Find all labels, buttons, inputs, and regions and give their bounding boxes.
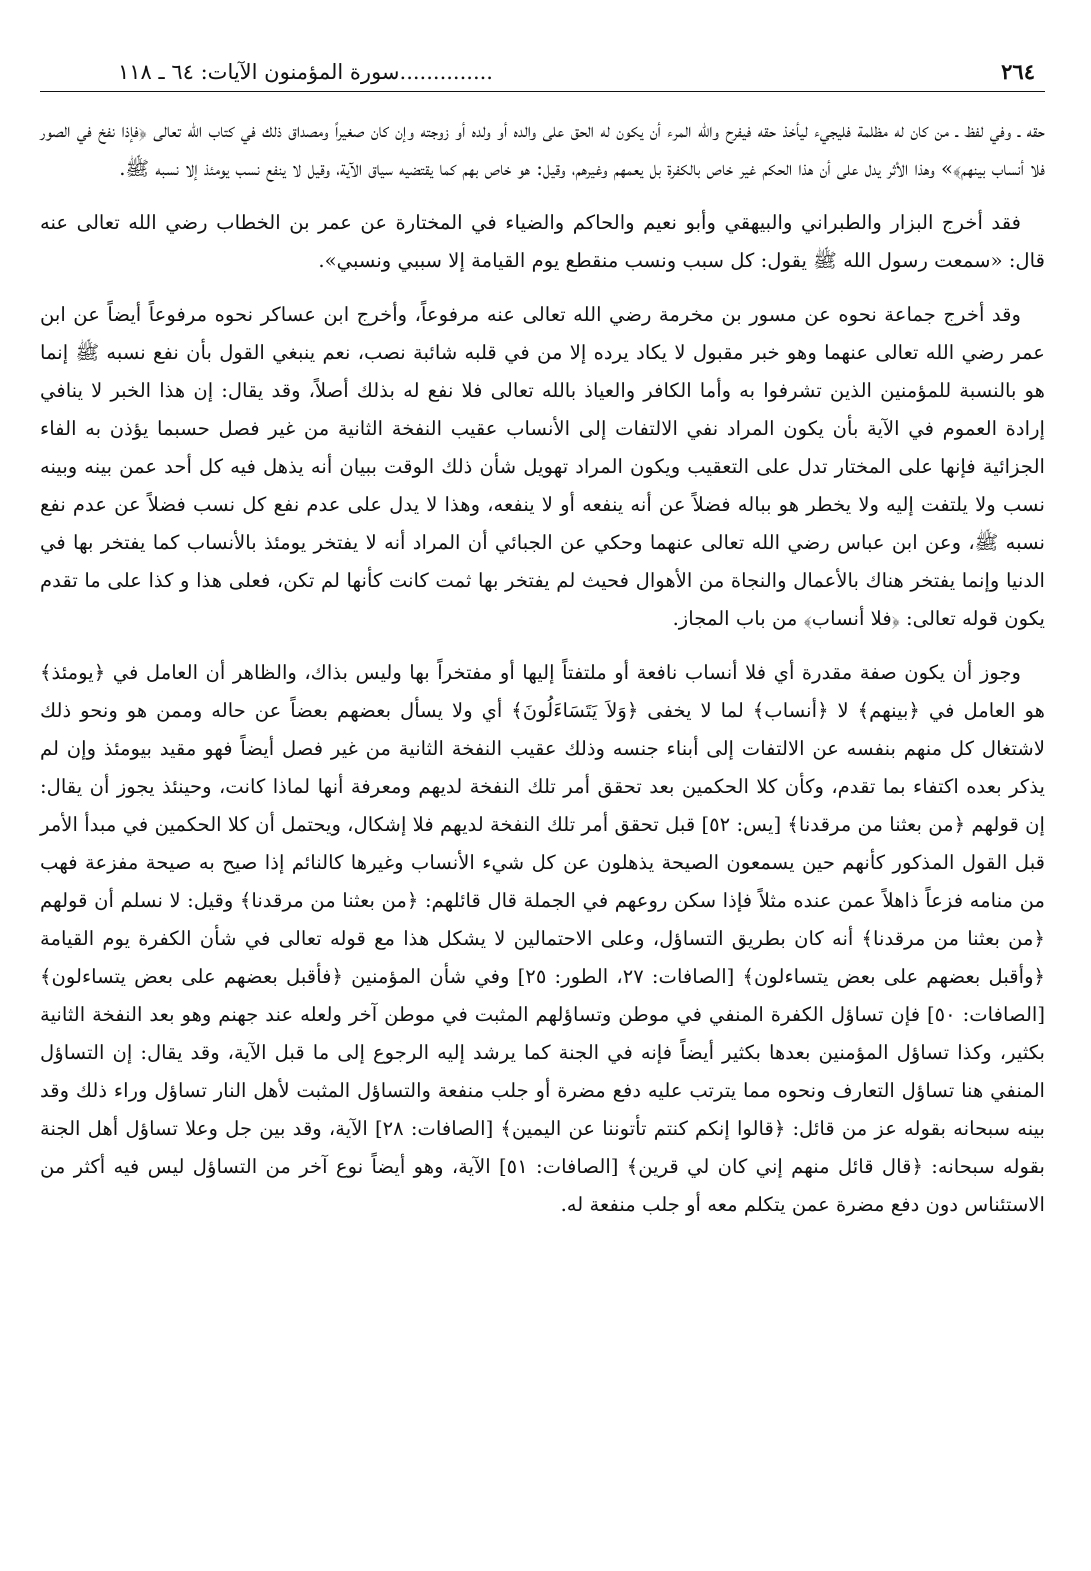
- paragraph: [40, 112, 1045, 188]
- paragraph: [40, 204, 1045, 280]
- running-title: ..............سورة المؤمنون الآيات: ٦٤ ـ ١١٨: [118, 60, 493, 84]
- page-body: [40, 112, 1045, 1224]
- paragraph: [40, 654, 1045, 1224]
- paragraph-text: حقه ـ وفي لفظ ـ من كان له مظلمة فليجيء ليأخذ حقه فيفرح والله المرء أن يكون له الحق على والده أو ولده أو زوجته وإن كان صغيراً ومصداق ذلك في كتاب الله تعالى ﴿فإذا نفخ في الصور فلا أنساب بينهم﴾» وهذا الأثر يدل على أن هذا الحكم غير خاص بالكفرة بل يعمهم وغيرهم، وقيل: هو خاص بهم كما يقتضيه سياق الآية، وقيل لا ينفع نسب يومئذ إلا نسبه ﷺ.: [40, 119, 1045, 180]
- paragraph-text: وجوز أن يكون صفة مقدرة أي فلا أنساب نافعة أو ملتفتاً إليها أو مفتخراً بها وليس بذاك، والظاهر أن العامل في ﴿يومئذ﴾ هو العامل في ﴿بينهم﴾ لا ﴿أنساب﴾ لما لا يخفى ﴿وَلاَ يَتَسَاءَلُونَ﴾ أي ولا يسأل بعضهم بعضاً عن حاله وممن هو ونحو ذلك لاشتغال كل منهم بنفسه عن الالتفات إلى أبناء جنسه وذلك عقيب النفخة الثانية من غير فصل أيضاً فهو مقيد بيومئذ وإن لم يذكر بعده اكتفاء بما تقدم، وكأن كلا الحكمين بعد تحقق أمر تلك النفخة لديهم ومعرفة أنها لماذا كانت، وحينئذ يجوز أن يقال: إن قولهم ﴿من بعثنا من مرقدنا﴾ [يس: ٥٢] قبل تحقق أمر تلك النفخة لديهم فلا إشكال، ويحتمل أن كلا الحكمين في مبدأ الأمر قبل القول المذكور كأنهم حين يسمعون الصيحة يذهلون عن كل شيء الأنساب وغيرها كالنائم إذا صيح به صيحة مفزعة فهب من منامه فزعاً ذاهلاً عمن عنده مثلاً فإذا سكن روعهم في الجملة قال قائلهم: ﴿من بعثنا من مرقدنا﴾ وقيل: لا نسلم أن قولهم ﴿من بعثنا من مرقدنا﴾ أنه كان بطريق التساؤل، وعلى الاحتمالين لا يشكل هذا مع قوله تعالى في شأن الكفرة يوم القيامة ﴿وأقبل بعضهم على بعض يتساءلون﴾ [الصافات: ٢٧، الطور: ٢٥] وفي شأن المؤمنين ﴿فأقبل بعضهم على بعض يتساءلون﴾ [الصافات: ٥٠] فإن تساؤل الكفرة المنفي في موطن وتساؤلهم المثبت في موطن آخر ولعله عند جهنم وهو بعد النفخة الثانية بكثير، وكذا تساؤل المؤمنين بعدها بكثير أيضاً فإنه في الجنة كما يرشد إليه الرجوع إلى ما قبل الآية، وقد يقال: إن التساؤل المنفي هنا تساؤل التعارف ونحوه مما يترتب عليه دفع مضرة أو جلب منفعة والتساؤل المثبت لأهل النار تساؤل وراء ذلك وقد بينه سبحانه بقوله عز من قائل: ﴿قالوا إنكم كنتم تأتوننا عن اليمين﴾ [الصافات: ٢٨] الآية، وقد بين جل وعلا تساؤل أهل الجنة بقوله سبحانه: ﴿قال قائل منهم إني كان لي قرين﴾ [الصافات: ٥١] الآية، وهو أيضاً نوع آخر من التساؤل ليس فيه أكثر من الاستئناس دون دفع مضرة عمن يتكلم معه أو جلب منفعة له.: [40, 661, 1046, 1216]
- paragraph-text: فقد أخرج البزار والطبراني والبيهقي وأبو نعيم والحاكم والضياء في المختارة عن عمر بن الخطاب رضي الله تعالى عنه قال: «سمعت رسول الله ﷺ يقول: كل سبب ونسب منقطع يوم القيامة إلا سببي ونسبي».: [40, 211, 1045, 272]
- page-number: ٢٦٤: [1001, 59, 1035, 84]
- paragraph: [40, 296, 1045, 638]
- page-header: [40, 56, 1045, 88]
- header-rule: [40, 91, 1045, 92]
- paragraph-text: وقد أخرج جماعة نحوه عن مسور بن مخرمة رضي الله تعالى عنه مرفوعاً، وأخرج ابن عساكر نحوه مرفوعاً أيضاً عن ابن عمر رضي الله تعالى عنهما وهو خبر مقبول لا يكاد يرده إلا من في قلبه شائبة نصب، نعم ينبغي القول بأن نفع نسبه ﷺ إنما هو بالنسبة للمؤمنين الذين تشرفوا به وأما الكافر والعياذ بالله تعالى فلا نفع له بذلك أصلاً، وقد يقال: إن هذا الخبر لا ينافي إرادة العموم في الآية بأن يكون المراد نفي الالتفات إلى الأنساب عقيب النفخة الثانية من غير فصل حسبما يؤذن به الفاء الجزائية فإنها على المختار تدل على التعقيب ويكون المراد تهويل شأن ذلك الوقت ببيان أنه يذهل فيه كل أحد عمن بينه وبينه نسب ولا يلتفت إليه ولا يخطر هو بباله فضلاً عن أنه ينفعه أو لا ينفعه، وهذا لا يدل على عدم نفع كل نسب فضلاً عن عدم نفع نسبه ﷺ، وعن ابن عباس رضي الله تعالى عنهما وحكي عن الجبائي أن المراد أنه لا يفتخر يومئذ بالأنساب كما يفتخر بها في الدنيا وإنما يفتخر هناك بالأعمال والنجاة من الأهوال فحيث لم يفتخر بها ثمت كانت كأنها لم تكن، فعلى هذا و كذا على ما تقدم يكون قوله تعالى: ﴿فلا أنساب﴾ من باب المجاز.: [40, 303, 1045, 630]
